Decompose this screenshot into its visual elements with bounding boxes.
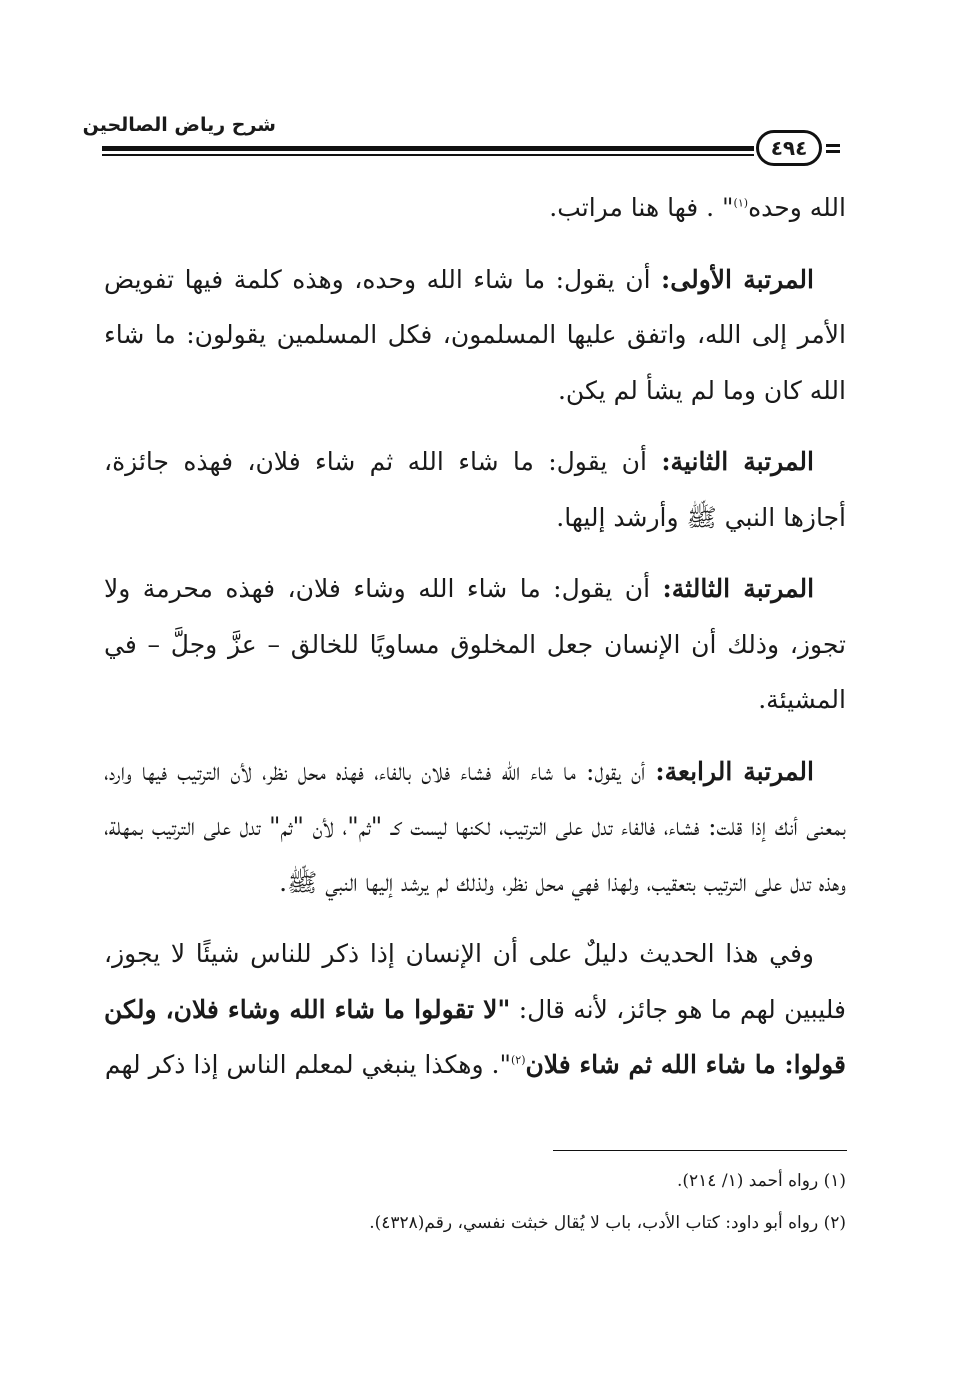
footnotes (104, 1160, 846, 1244)
paragraph-intro: الله وحده$^{(١)}$" . فها هنا مراتب. (549, 193, 846, 222)
level-heading-2: المرتبة الثانية: (661, 447, 814, 476)
page-header (82, 108, 846, 166)
footnote-1: (١) رواه أحمد (١/ ٢١٤). (676, 1171, 846, 1191)
book-title: شرح رياض الصالحين (82, 114, 276, 136)
footnote-ref-1: (١) (733, 196, 749, 210)
footnote-ref-2: (٢) (510, 1053, 526, 1067)
paragraph-level-4: المرتبة الرابعة: أن يقول: ما شاء الله فشاء فلان بالفاء، فهذه محل نظر، لأن الترتيب فيها وارد، بمعنى أنك إذا قلت: فشاء، فالفاء تدل على الترتيب، لكنها ليست كـ "ثم"، لأن "ثم" تدل على الترتيب بمهلة، وهذه تدل على الترتيب بتعقيب، ولهذا فهي محل نظر، ولذلك لم يرشد إليها النبي ﷺ. (104, 756, 846, 897)
paragraph-level-3: المرتبة الثالثة: أن يقول: ما شاء الله وشاء فلان، فهذه محرمة ولا تجوز، وذلك أن الإنسان جعل المخلوق مساويًا للخالق – عزَّ وجلَّ – في المشيئة. (104, 574, 846, 714)
header-rule-thin (102, 154, 754, 156)
level-heading-1: المرتبة الأولى: (661, 264, 814, 294)
level-heading-4: المرتبة الرابعة: (655, 756, 814, 786)
level-heading-3: المرتبة الثالثة: (662, 574, 815, 603)
paragraph-conclusion: وفي هذا الحديث دليلٌ على أن الإنسان إذا ذكر للناس شيئًا لا يجوز، فليبين لهم ما هو جائز، لأنه قال: "لا تقولوا ما شاء الله وشاء فلان، ولكن قولوا: ما شاء الله ثم شاء فلان$^{(٢)}$". وهكذا ينبغي لمعلم الناس إذا ذكر لهم (104, 939, 846, 1079)
paragraph-level-2: المرتبة الثانية: أن يقول: ما شاء الله ثم شاء فلان، فهذه جائزة، أجازها النبي ﷺ وأرشد إليها. (104, 447, 846, 532)
header-rule (102, 146, 754, 151)
page-number: ٤٩٤ (756, 130, 822, 166)
header-ornament (826, 144, 840, 156)
body-text (104, 180, 846, 1109)
hadith-quote: "لا تقولوا ما شاء الله وشاء فلان، ولكن قولوا: ما شاء الله ثم شاء فلان (104, 994, 846, 1079)
paragraph-level-1: المرتبة الأولى: أن يقول: ما شاء الله وحده، وهذه كلمة فيها تفويض الأمر إلى الله، واتفق عليها المسلمون، فكل المسلمين يقولون: ما شاء الله كان وما لم يشأ لم يكن. (104, 264, 846, 405)
footnote-separator (553, 1150, 847, 1151)
footnote-2: (٢) رواه أبو داود: كتاب الأدب، باب لا يُقال خبثت نفسي، رقم(٤٣٢٨). (369, 1213, 846, 1233)
